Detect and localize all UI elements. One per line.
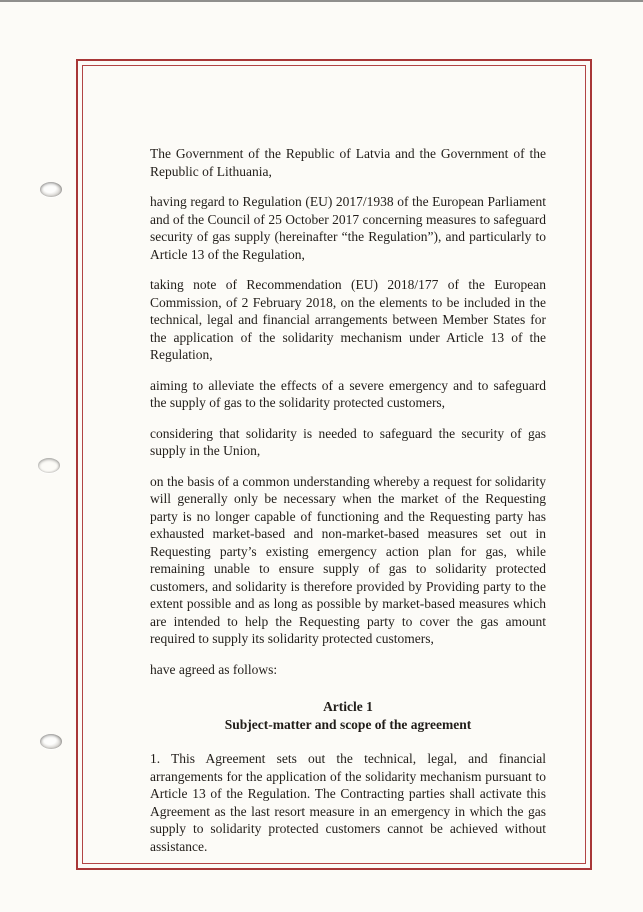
article-subtitle: Subject-matter and scope of the agreement xyxy=(224,717,472,732)
preamble-paragraph: having regard to Regulation (EU) 2017/1938 of the European Parliament and of the Council of 25 October 2017 concerning measures to safeguard security of gas supply (hereinafter “the Regulation”), and particularly to Article 13 of the Regulation, xyxy=(150,194,546,262)
article-title: Article 1 xyxy=(323,699,373,714)
hole-punch xyxy=(40,182,62,197)
preamble-paragraph: considering that solidarity is needed to safeguard the security of gas supply in the Union, xyxy=(150,425,546,458)
preamble-paragraph: The Government of the Republic of Latvia and the Government of the Republic of Lithuania, xyxy=(150,146,546,179)
document-body xyxy=(150,145,546,868)
preamble-paragraph: taking note of Recommendation (EU) 2018/177 of the European Commission, of 2 February 2018, on the elements to be included in the technical, legal and financial arrangements between Member States for the application of the solidarity mechanism under Article 13 of the Regulation, xyxy=(150,277,546,362)
article-heading xyxy=(150,698,546,734)
hole-punch xyxy=(38,458,60,473)
preamble-paragraph: on the basis of a common understanding whereby a request for solidarity will generally only be necessary when the market of the Requesting party is no longer capable of functioning and the Requesting party has exhausted market-based and non-market-based measures set out in Requesting party’s existing emergency action plan for gas, while remaining unable to ensure supply of gas to solidarity protected customers, and solidarity is therefore provided by Providing party to the extent possible and as long as possible by market-based measures which are intended to help the Requesting party to cover the gas amount required to supply its solidarity protected customers, xyxy=(150,473,546,646)
preamble-paragraph: aiming to alleviate the effects of a severe emergency and to safeguard the supply of gas to the solidarity protected customers, xyxy=(150,377,546,410)
article-paragraph: 1. This Agreement sets out the technical, legal, and financial arrangements for the application of the solidarity mechanism pursuant to Article 13 of the Regulation. The Contracting parties shall activate this Agreement as the last resort measure in an emergency in which the gas supply to solidarity protected customers cannot be achieved without assistance. xyxy=(150,751,546,854)
closing-line: have agreed as follows: xyxy=(150,661,278,677)
hole-punch xyxy=(40,734,62,749)
